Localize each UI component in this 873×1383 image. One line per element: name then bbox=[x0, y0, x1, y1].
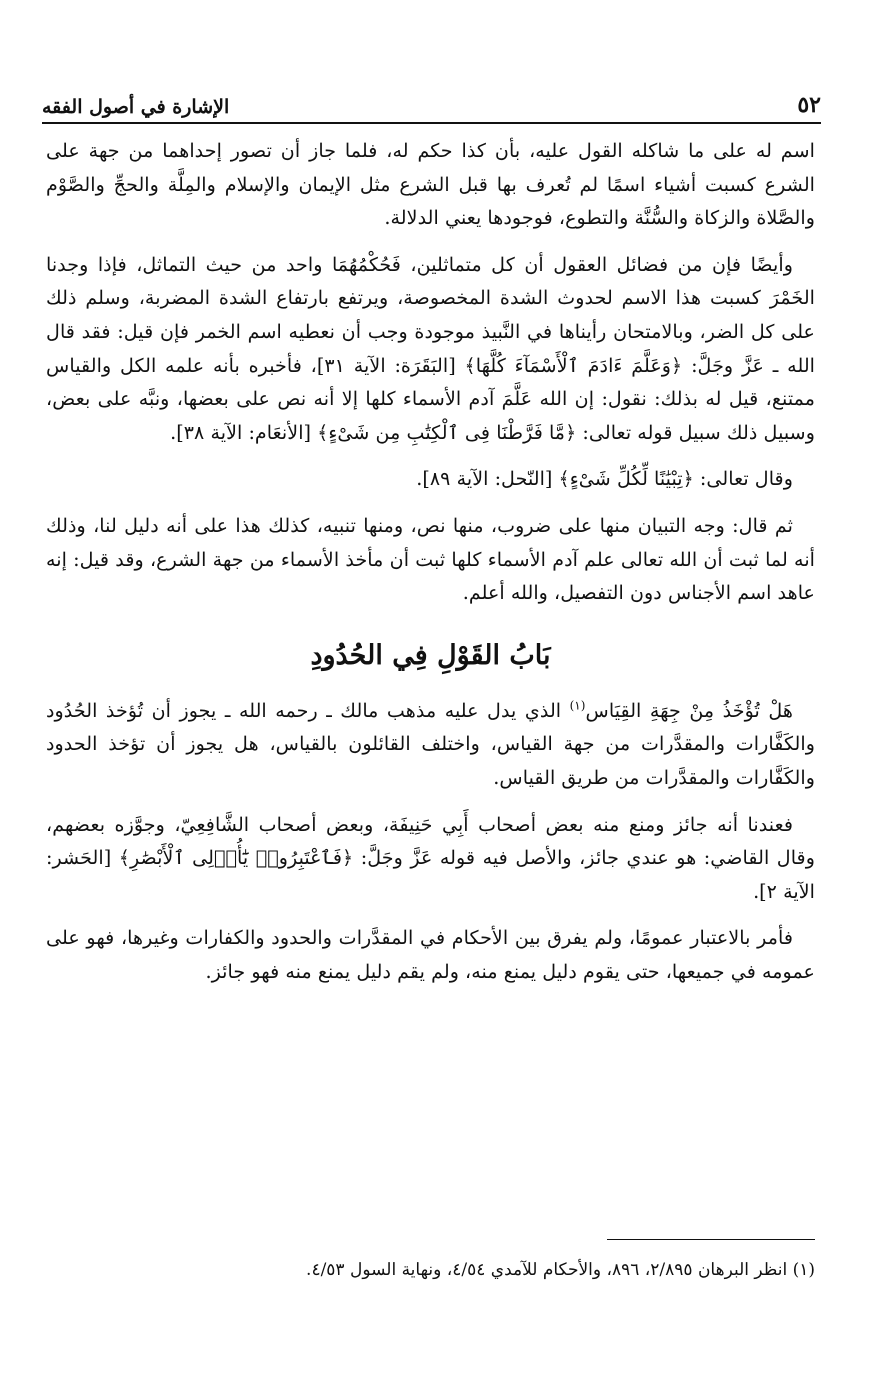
footnote-marker: (١) bbox=[569, 698, 586, 713]
paragraph: فأمر بالاعتبار عمومًا، ولم يفرق بين الأحكام في المقدَّرات والحدود والكفارات وغيرها، فهو على عمومه في جميعها، حتى يقوم دليل يمنع منه، ولم يقم دليل يمنع منه فهو جائز. bbox=[46, 926, 815, 983]
paragraph: وقال تعالى: ﴿تِبْيَٰنًا لِّكُلِّ شَىْءٍ﴾ [النّحل: الآية ٨٩]. bbox=[416, 467, 793, 491]
page-header bbox=[42, 82, 821, 124]
paragraph bbox=[46, 694, 815, 795]
page-body bbox=[46, 134, 815, 1001]
paragraph: ثم قال: وجه التبيان منها على ضروب، منها نص، ومنها تنبيه، كذلك هذا على أنه دليل لنا، وذلك أنه لما ثبت أن الله تعالى علم آدم الأسماء كلها ثبت أن مأخذ الأسماء من جهة الشرع، وقد قيل: إنه عاهد اسم الأجناس دون التفصيل، والله أعلم. bbox=[46, 513, 815, 605]
paragraph: اسم له على ما شاكله القول عليه، بأن كذا حكم له، فلما جاز أن تصور إحداهما من جهة على الشرع كسبت أشياء اسمًا لم تُعرف بها قبل الشرع مثل الإيمان والإسلام والمِلَّة والحجِّ والصَّوْم والصَّلاة والزكاة والسُّنَّة والتطوع، فوجودها يعني الدلالة. bbox=[46, 139, 815, 230]
paragraph-text: الذي يدل عليه مذهب مالك ـ رحمه الله ـ يجوز أن تُؤخذ الحُدُود والكَفَّارات والمقدَّرات من جهة القياس، واختلف القائلون بالقياس، هل يجوز أن تؤخذ الحدود والكَفَّارات والمقدَّرات من طريق القياس. bbox=[46, 698, 815, 789]
section-heading: بَابُ القَوْلِ فِي الحُدُودِ bbox=[310, 639, 551, 671]
paragraph: وأيضًا فإن من فضائل العقول أن كل متماثلين، فَحُكْمُهُمَا واحد من حيث التماثل، فإذا وجدنا الخَمْرَ كسبت هذا الاسم لحدوث الشدة المخصوصة، ويرتفع بارتفاع الشدة المضربة، وسلم ذلك على كل الضر، وبالامتحان رأيناها في النَّبيذ موجودة وجب أن نعطيه اسم الخمر فإن قيل: فقد قال الله ـ عَزَّ وجَلَّ: ﴿وَعَلَّمَ ءَادَمَ ٱلْأَسْمَآءَ كُلَّهَا﴾ [البَقَرَة: الآية ٣١]، فأخبره بأنه علمه الكل والقياس ممتنع، قيل له بذلك: نقول: إن الله عَلَّمَ آدم الأسماء كلها إلا أنه نص على بعضها، ونبَّه على بعض، وسبيل ذلك سبيل قوله تعالى: ﴿مَّا فَرَّطْنَا فِى ٱلْكِتَٰبِ مِن شَىْءٍ﴾ [الأنعَام: الآية ٣٨]. bbox=[46, 252, 815, 444]
paragraph-opening: هَلْ تُؤْخَذُ مِنْ جِهَةِ القِيَاس bbox=[585, 698, 793, 722]
paragraph: فعندنا أنه جائز ومنع منه بعض أصحاب أَبِي حَنِيفَة، وبعض أصحاب الشَّافِعِيّ، وجوَّزه بعضهم، وقال القاضي: هو عندي جائز، والأصل فيه قوله عَزَّ وجَلَّ: ﴿فَٱعْتَبِرُوا۟ يَٰٓأُو۟لِى ٱلْأَبْصَٰرِ﴾ [الحَشر: الآية ٢]. bbox=[46, 812, 815, 903]
footnote-divider bbox=[607, 1239, 815, 1240]
running-title: الإشارة في أصول الفقه bbox=[42, 96, 230, 118]
footnote: (١) انظر البرهان ٢/٨٩٥، ٨٩٦، والأحكام للآمدي ٤/٥٤، ونهاية السول ٤/٥٣. bbox=[306, 1260, 815, 1280]
page-number: ٥٢ bbox=[797, 92, 821, 118]
